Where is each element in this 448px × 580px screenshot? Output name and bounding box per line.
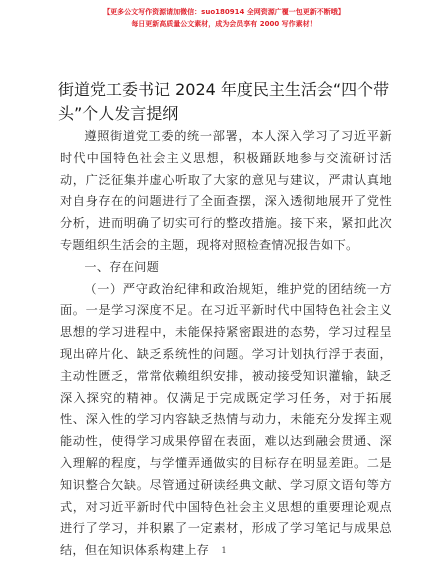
section-heading: 一、存在问题 (84, 259, 160, 274)
subsection-paragraph: （一）严守政治纪律和政治规矩，维护党的团结统一方面。一是学习深度不足。在习近平新时代中国特色社会主义思想的学习进程中，未能保持紧密跟进的态势，学习过程呈现出碎片化、缺乏系统性的问题。学习计划执行浮于表面，主动性匮乏，常常依赖组织安排，被动接受知识灌输，缺乏深入探究的精神。仅满足于完成既定学习任务，对于拓展性、深入性的学习内容缺乏热情与动力，未能充分发挥主观能动性，使得学习成果停留在表面，难以达到融会贯通、深入理解的程度，与学懂弄通做实的目标存在明显差距。二是知识整合欠缺。尽管通过研读经典文献、学习原文语句等方式，对习近平新时代中国特色社会主义思想的重要理论观点进行了学习，并积累了一定素材，形成了学习笔记与成果总结，但在知识体系构建上存 (60, 281, 392, 558)
document-title: 街道党工委书记 2024 年度民主生活会“四个带头”个人发言提纲 (58, 80, 390, 123)
intro-paragraph: 遵照街道党工委的统一部署，本人深入学习了习近平新时代中国特色社会主义思想，积极踊跃地参与交流研讨活动，广泛征集并虚心听取了大家的意见与建议，严肃认真地对自身存在的问题进行了全面查摆，深入透彻地展开了党性分析，进而明确了切实可行的整改措施。接下来，紧扣此次专题组织生活会的主题，现将对照检查情况报告如下。 (60, 129, 392, 252)
page-number: 1 (221, 546, 227, 555)
promo-banner-line-2: 每日更新高质量公文素材，成为会员享有 2000 写作素材！ (131, 20, 317, 28)
document-body (60, 126, 392, 562)
promo-banner-line-1: 【更多公文写作资源请加微信：suo180914 全网资源广覆一包更新不断哦】 (103, 8, 345, 16)
